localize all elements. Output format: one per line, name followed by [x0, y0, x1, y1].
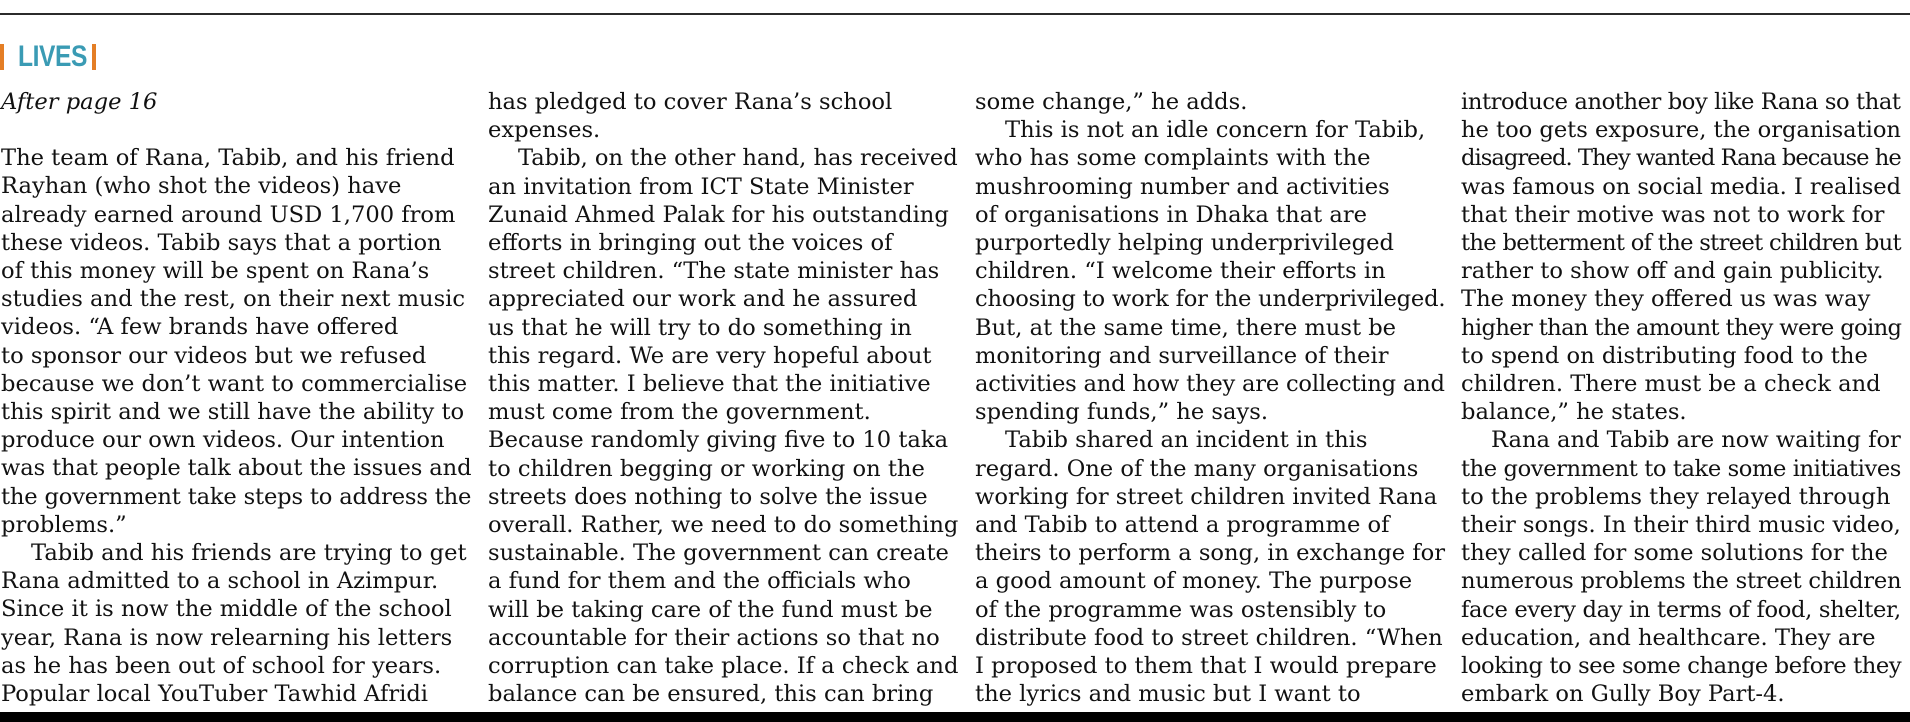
- text-line: he too gets exposure, the organisation: [1461, 117, 1901, 144]
- text-line: overall. Rather, we need to do something: [488, 512, 959, 539]
- text-line: Rana and Tabib are now waiting for: [1491, 427, 1901, 454]
- text-line: to sponsor our videos but we refused: [1, 342, 427, 369]
- text-line: to the problems they relayed through: [1461, 483, 1891, 510]
- text-line: who has some complaints with the: [975, 145, 1371, 172]
- text-line: working for street children invited Rana: [975, 483, 1438, 510]
- text-line: already earned around USD 1,700 from: [1, 201, 456, 228]
- text-line: But, at the same time, there must be: [975, 314, 1397, 341]
- jump-line: After page 16: [1, 89, 158, 115]
- text-line: of the programme was ostensibly to: [975, 596, 1387, 623]
- top-rule: [0, 13, 1910, 15]
- text-line: studies and the rest, on their next music: [1, 286, 466, 313]
- text-line: that their motive was not to work for: [1461, 201, 1885, 228]
- text-line: This is not an idle concern for Tabib,: [1005, 117, 1426, 144]
- text-line: they called for some solutions for the: [1461, 540, 1888, 567]
- text-line: has pledged to cover Rana’s school: [488, 89, 893, 115]
- text-line: was famous on social media. I realised: [1461, 173, 1902, 200]
- text-line: the government take steps to address the: [1, 483, 472, 510]
- text-line: Tabib shared an incident in this: [1005, 427, 1368, 454]
- text-line: Popular local YouTuber Tawhid Afridi: [1, 681, 429, 708]
- text-line: problems.”: [1, 511, 127, 538]
- text-line: Because randomly giving five to 10 taka: [488, 427, 949, 454]
- text-line: disagreed. They wanted Rana because he: [1461, 145, 1901, 172]
- section-bar-right: [92, 44, 96, 70]
- text-line: videos. “A few brands have offered: [1, 314, 399, 341]
- text-line: higher than the amount they were going: [1461, 314, 1902, 341]
- text-line: balance,” he states.: [1461, 399, 1687, 426]
- text-line: a good amount of money. The purpose: [975, 568, 1413, 595]
- text-line: The money they offered us was way: [1461, 286, 1871, 313]
- text-line: education, and healthcare. They are: [1461, 624, 1876, 651]
- text-line: activities and how they are collecting and: [975, 371, 1445, 398]
- text-line: this spirit and we still have the ability to: [1, 399, 465, 426]
- text-line: this matter. I believe that the initiative: [488, 371, 931, 398]
- text-line: I proposed to them that I would prepare: [975, 653, 1437, 680]
- text-line: to spend on distributing food to the: [1461, 342, 1868, 369]
- text-line: to children begging or working on the: [488, 455, 925, 482]
- text-line: Tabib and his friends are trying to get: [31, 540, 467, 567]
- text-line: corruption can take place. If a check and: [488, 653, 959, 680]
- section-header: [0, 40, 96, 74]
- text-line: purportedly helping underprivileged: [975, 230, 1394, 257]
- text-line: The team of Rana, Tabib, and his friend: [1, 145, 455, 172]
- text-line: regard. One of the many organisations: [975, 455, 1419, 482]
- text-line: Zunaid Ahmed Palak for his outstanding: [488, 201, 949, 228]
- section-title: LIVES: [18, 40, 88, 73]
- text-line: this regard. We are very hopeful about: [488, 342, 932, 369]
- text-line: expenses.: [488, 117, 601, 144]
- text-line: us that he will try to do something in: [488, 314, 912, 341]
- text-line: a fund for them and the officials who: [488, 568, 911, 595]
- text-line: an invitation from ICT State Minister: [488, 173, 914, 200]
- text-line: as he has been out of school for years.: [1, 652, 442, 679]
- text-line: face every day in terms of food, shelter,: [1461, 596, 1901, 623]
- text-line: and Tabib to attend a programme of: [975, 512, 1390, 539]
- text-line: efforts in bringing out the voices of: [488, 230, 893, 257]
- text-line: appreciated our work and he assured: [488, 286, 918, 313]
- text-line: children. There must be a check and: [1461, 371, 1881, 398]
- text-line: spending funds,” he says.: [975, 399, 1269, 426]
- article-column-1: [1, 88, 471, 708]
- text-line: the betterment of the street children but: [1461, 230, 1901, 257]
- text-line: choosing to work for the underprivileged.: [975, 286, 1446, 313]
- text-line: some change,” he adds.: [975, 89, 1248, 115]
- text-line: embark on Gully Boy Part-4.: [1461, 681, 1785, 708]
- text-line: children. “I welcome their efforts in: [975, 258, 1386, 285]
- text-line: was that people talk about the issues and: [1, 455, 472, 482]
- text-line: balance can be ensured, this can bring: [488, 681, 934, 708]
- text-line: accountable for their actions so that no: [488, 624, 940, 651]
- text-line: Tabib, on the other hand, has received: [518, 145, 958, 172]
- text-line: must come from the government.: [488, 399, 871, 426]
- text-line: monitoring and surveillance of their: [975, 342, 1389, 369]
- text-line: distribute food to street children. “When: [975, 624, 1443, 651]
- text-line: these videos. Tabib says that a portion: [1, 229, 442, 256]
- text-line: Rana admitted to a school in Azimpur.: [1, 568, 439, 595]
- text-line: of this money will be spent on Rana’s: [1, 258, 430, 285]
- text-line: because we don’t want to commercialise: [1, 370, 468, 397]
- text-line: the lyrics and music but I want to: [975, 681, 1361, 708]
- article-column-4: [1461, 88, 1901, 708]
- text-line: of organisations in Dhaka that are: [975, 201, 1368, 228]
- article-column-2: [488, 88, 958, 708]
- text-line: their songs. In their third music video,: [1461, 512, 1901, 539]
- text-line: Since it is now the middle of the school: [1, 596, 452, 623]
- text-line: will be taking care of the fund must be: [488, 596, 933, 623]
- text-line: introduce another boy like Rana so that: [1461, 89, 1901, 115]
- text-line: Rayhan (who shot the videos) have: [1, 173, 402, 200]
- text-line: numerous problems the street children: [1461, 568, 1902, 595]
- text-line: year, Rana is now relearning his letters: [1, 624, 453, 651]
- text-line: produce our own videos. Our intention: [1, 427, 445, 454]
- text-line: theirs to perform a song, in exchange for: [975, 540, 1445, 567]
- text-line: street children. “The state minister has: [488, 258, 940, 285]
- text-line: sustainable. The government can create: [488, 540, 949, 567]
- text-line: looking to see some change before they: [1461, 653, 1902, 680]
- text-line: rather to show off and gain publicity.: [1461, 258, 1884, 285]
- text-line: the government to take some initiatives: [1461, 455, 1901, 482]
- article-column-3: [975, 88, 1445, 708]
- text-line: streets does nothing to solve the issue: [488, 483, 928, 510]
- section-bar-left: [0, 44, 4, 70]
- bottom-bar: [0, 712, 1910, 722]
- text-line: mushrooming number and activities: [975, 173, 1390, 200]
